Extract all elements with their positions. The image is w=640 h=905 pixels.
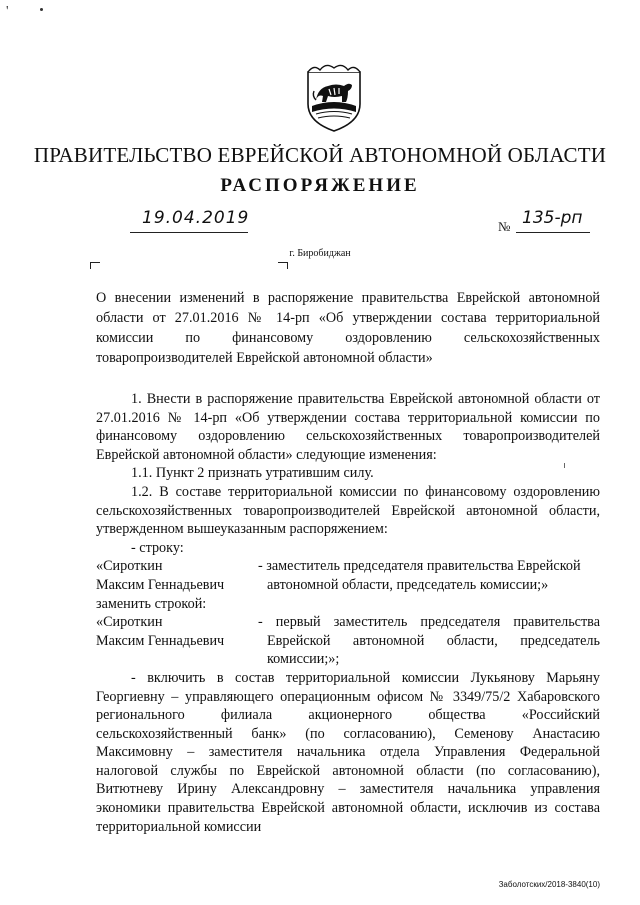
new-name-surname: «Сироткин (96, 614, 163, 631)
scan-mark: ' (6, 4, 9, 19)
replace-label: заменить строкой: (96, 595, 207, 612)
old-name-surname: «Сироткин (96, 558, 163, 575)
document-date: 19.04.2019 (142, 208, 250, 228)
document-type-title: РАСПОРЯЖЕНИЕ (220, 175, 420, 196)
city-name: г. Биробиджан (289, 248, 351, 259)
old-desc-line-1: - заместитель председателя правительства Еврейской (258, 558, 581, 575)
old-line-entry (96, 557, 600, 594)
subject-bracket-right (278, 262, 288, 269)
number-label: № (498, 219, 511, 234)
subject-bracket-left (90, 262, 100, 269)
include-paragraph: - включить в состав территориальной комиссии Лукьянову Марьяну Георгиевну – управляющего операционным офисом № 3349/75/2 Хабаровского регионального филиала акционерного общества «Российский сельскохозяйственный банк» (по согласованию), Семенову Анастасию Максимовну – заместителя начальника отдела Управления Федеральной налоговой службы по Еврейской автономной области (по согласованию), Витютневу Ирину Александровну – заместителя начальника управления экономики правительства Еврейской автономной области, исключив из состава территориальной комиссии (96, 669, 600, 835)
line-label: - строку: (131, 539, 184, 556)
new-name-given: Максим Геннадьевич (96, 632, 225, 649)
paragraph-1-2: 1.2. В составе территориальной комиссии по финансовому оздоровлению сельскохозяйственных товаропроизводителей Еврейской автономной области, утвержденном вышеуказанным распоряжением: (96, 483, 600, 538)
scan-dot (40, 8, 43, 11)
document-number: 135-рп (522, 208, 583, 228)
old-name-given: Максим Геннадьевич (96, 576, 225, 593)
old-desc-line-2: автономной области, председатель комиссии;» (267, 576, 549, 593)
coat-of-arms-emblem (302, 58, 366, 134)
document-subject: О внесении изменений в распоряжение правительства Еврейской автономной области от 27.01.2016 № 14-рп «Об утверждении состава территориальной комиссии по финансовому оздоровлению сельскохозяйственных товаропроизводителей Еврейской автономной области» (96, 290, 600, 366)
new-line-entry (96, 613, 600, 669)
paragraph-1: 1. Внести в распоряжение правительства Еврейской автономной области от 27.01.2016 № 14-рп «Об утверждении состава территориальной комиссии по финансовому оздоровлению сельскохозяйственных товаропроизводителей Еврейской автономной области» следующие изменения: (96, 391, 600, 463)
footer-code: Заболотских/2018-3840(10) (498, 880, 600, 889)
government-title: ПРАВИТЕЛЬСТВО ЕВРЕЙСКОЙ АВТОНОМНОЙ ОБЛАСТИ (33, 143, 607, 167)
paragraph-1-1: 1.1. Пункт 2 признать утратившим силу. (131, 465, 374, 482)
new-desc: - первый заместитель председателя правительства Еврейской автономной области, председатель комиссии;»; (258, 614, 600, 668)
document-body (96, 390, 600, 836)
